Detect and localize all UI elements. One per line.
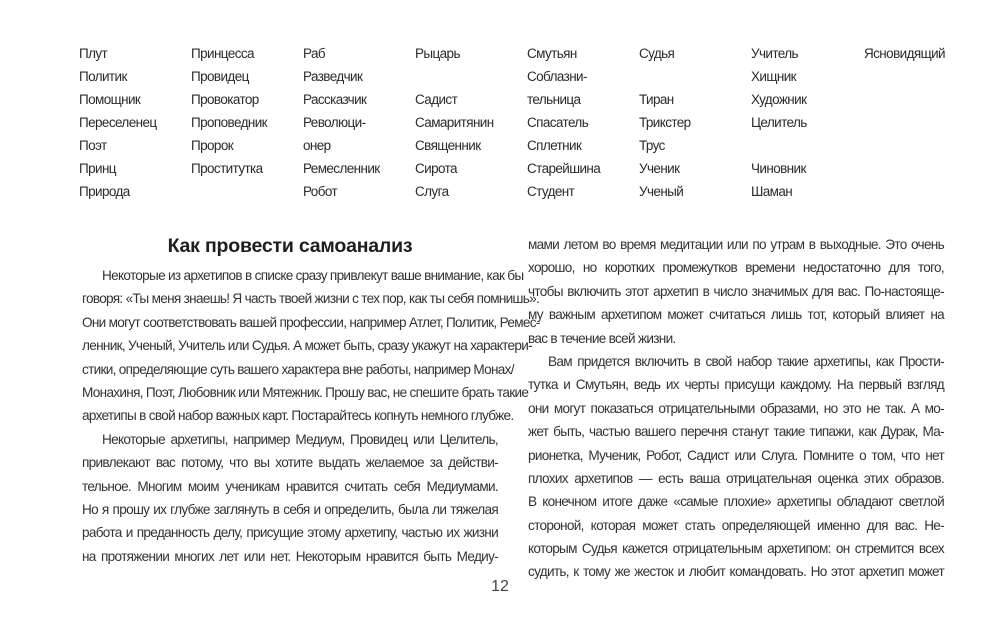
archetype-entry: Ясновидящий (864, 46, 945, 61)
text-line: стороной, которая может стать определяющей именно для вас. Не- (528, 517, 944, 533)
archetype-entry: Старейшина (527, 161, 601, 176)
archetype-entry: Соблазни- (527, 69, 587, 84)
text-line: мами летом во время медитации или по утрам в выходные. Это очень (528, 237, 944, 252)
archetype-column-2 (191, 42, 303, 203)
archetype-entry: Слуга (415, 184, 449, 199)
archetype-entry: Тиран (639, 92, 674, 107)
archetype-column-8 (864, 42, 976, 203)
archetype-column-1 (79, 42, 191, 203)
archetype-entry (864, 134, 976, 157)
archetype-column-7 (751, 42, 863, 203)
archetype-entry (751, 134, 863, 157)
archetype-entry: Принцесса (191, 46, 254, 61)
section-title: Как провести самоанализ (167, 235, 413, 257)
archetype-column-5 (527, 42, 639, 203)
archetype-entry: Сплетник (527, 138, 582, 153)
text-line: говоря: «Ты меня знаешь! Я часть твоей жизни с тех пор, как ты себя помнишь». (82, 291, 540, 307)
archetype-entry: Провидец (191, 69, 249, 84)
archetype-entry: Проповедник (191, 115, 267, 130)
archetype-column-3 (303, 42, 415, 203)
archetype-column-6 (639, 42, 751, 203)
text-line: судить, к тому же жесток и любит командовать. Но этот архетип может (528, 564, 944, 580)
archetype-entry: Раб (303, 46, 325, 61)
archetype-entry: Ремесленник (303, 161, 380, 176)
archetype-entry: Рыцарь (415, 46, 460, 61)
archetype-entry: Смутьян (527, 46, 577, 61)
text-line: жет быть, частью вашего перечня станут такие типажи, как Дурак, Ма- (528, 424, 944, 440)
text-line: В конечном итоге даже «самые плохие» архетипы обладают светлой (528, 494, 944, 510)
archetype-entry: Пророк (191, 138, 234, 153)
archetype-entry: Природа (79, 184, 130, 199)
text-line: привлекают вас потому, что вы хотите выдать желаемое за действи- (82, 455, 498, 471)
text-line: чтобы включить этот архетип в число значимых для вас. По-настояще- (528, 283, 944, 299)
archetype-entry (639, 65, 751, 88)
right-text-column (528, 233, 944, 584)
archetype-entry: Революци- (303, 115, 366, 130)
archetype-column-4 (415, 42, 527, 203)
text-line: му важным архетипом может считаться лишь тот, который влияет на (528, 307, 944, 323)
archetype-entry: онер (303, 138, 331, 153)
text-line: Вам придется включить в свой набор такие архетипы, как Прости- (548, 353, 944, 369)
text-line: тельное. Многим моим ученикам нравится считать себя Медиумами. (82, 478, 498, 494)
archetype-list (79, 42, 959, 207)
archetype-entry: Разведчик (303, 69, 363, 84)
text-line: на протяжении многих лет или нет. Некоторым нравится быть Медиу- (82, 548, 498, 564)
text-line: работа и преданность делу, присущие этому архетипу, частью их жизни (82, 525, 498, 541)
text-line: Они могут соответствовать вашей профессии, например Атлет, Политик, Ремес- (82, 314, 540, 330)
archetype-entry: Трикстер (639, 115, 691, 130)
archetype-entry (864, 65, 976, 88)
archetype-entry (864, 111, 976, 134)
text-line: Монахиня, Поэт, Любовник или Мятежник. Прошу вас, не спешите брать такие (82, 384, 529, 400)
archetype-entry: Политик (79, 69, 127, 84)
archetype-entry: Поэт (79, 138, 107, 153)
text-line: ленник, Ученый, Учитель или Судья. А может быть, сразу укажут на характери- (82, 338, 532, 354)
archetype-entry: Сирота (415, 161, 457, 176)
text-line: рионетка, Мученик, Робот, Садист или Слуга. Помните о том, что нет (528, 447, 944, 463)
text-line: они могут показаться отрицательными образами, но это не так. А мо- (528, 400, 944, 416)
archetype-entry: Целитель (751, 115, 807, 130)
archetype-entry: Чиновник (751, 161, 806, 176)
archetype-entry: Учитель (751, 46, 798, 61)
text-line: Некоторые из архетипов в списке сразу привлекут ваше внимание, как бы (102, 268, 524, 283)
archetype-entry: Спасатель (527, 115, 589, 130)
text-line: хорошо, но коротких промежутков времени недостаточно для того, (528, 260, 944, 276)
archetype-entry: Садист (415, 92, 458, 107)
archetype-entry: Помощник (79, 92, 141, 107)
archetype-entry: Плут (79, 46, 108, 61)
archetype-entry: Провокатор (191, 92, 259, 107)
archetype-entry: Ученик (639, 161, 680, 176)
archetype-entry (864, 180, 976, 203)
archetype-entry: Священник (415, 138, 481, 153)
archetype-entry: Художник (751, 92, 807, 107)
archetype-entry (191, 180, 303, 203)
archetype-entry: Рассказчик (303, 92, 367, 107)
archetype-entry: Проститутка (191, 161, 263, 176)
archetype-entry: Хищник (751, 69, 796, 84)
text-line: которым Судья кажется отрицательным архетипом: он стремится всех (528, 541, 944, 557)
archetype-entry: Самаритянин (415, 115, 494, 130)
archetype-entry (864, 88, 976, 111)
left-text-column (82, 232, 540, 568)
text-line: тутка и Смутьян, ведь их черты присущи каждому. На первый взгляд (528, 377, 944, 393)
archetype-entry (415, 65, 527, 88)
archetype-entry: Переселенец (79, 115, 157, 130)
archetype-entry: тельница (527, 92, 581, 107)
archetype-entry: Принц (79, 161, 116, 176)
archetype-entry: Студент (527, 184, 575, 199)
page-number: 12 (491, 578, 509, 595)
text-line: стики, определяющие суть вашего характера вне работы, например Монах/ (82, 361, 514, 377)
text-line: Но я прошу их глубже заглянуть в себя и определить, была ли тяжелая (82, 501, 498, 517)
text-line: архетипы в свой набор важных карт. Постарайтесь копнуть немного глубже. (82, 408, 514, 424)
archetype-entry (864, 157, 976, 180)
archetype-entry: Шаман (751, 184, 793, 199)
archetype-entry: Судья (639, 46, 675, 61)
archetype-entry: Ученый (639, 184, 684, 199)
archetype-entry: Робот (303, 184, 338, 199)
archetype-entry: Трус (639, 138, 665, 153)
text-line: плохих архетипов — есть ваша отрицательная оценка этих образов. (528, 470, 944, 486)
text-line: Некоторые архетипы, например Медиум, Провидец или Целитель, (102, 431, 498, 447)
text-line: вас в течение всей жизни. (528, 330, 676, 346)
